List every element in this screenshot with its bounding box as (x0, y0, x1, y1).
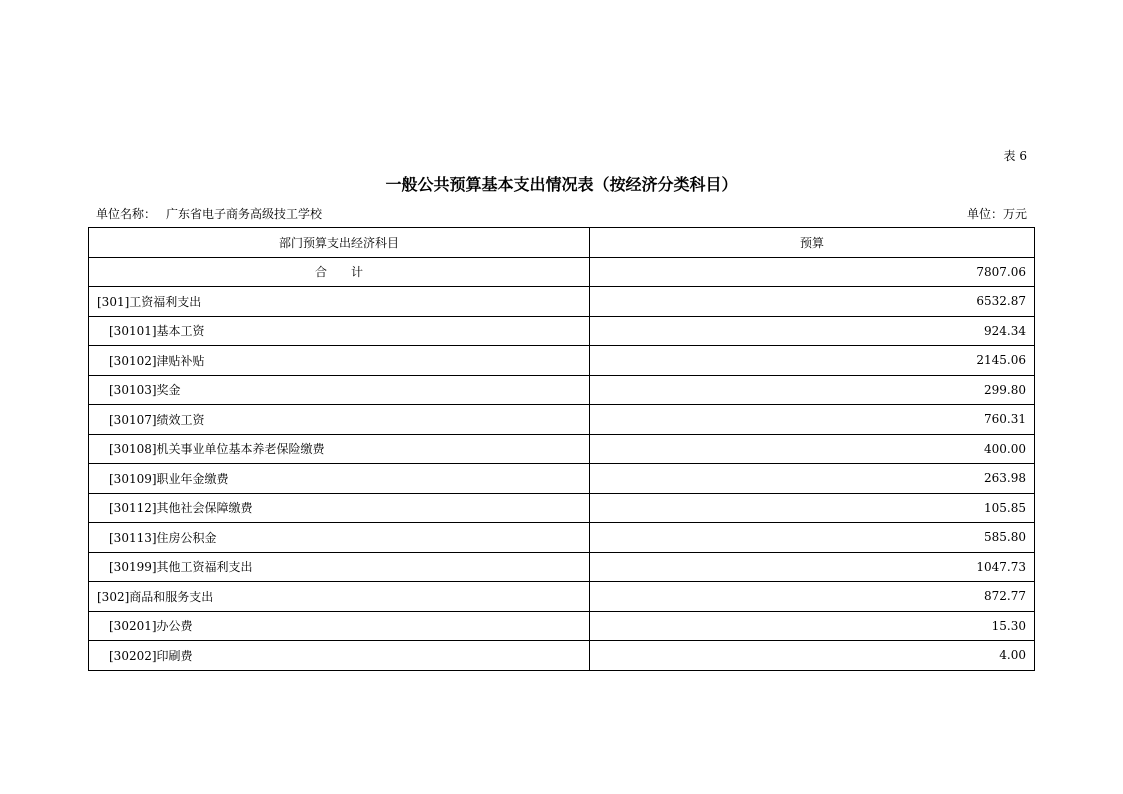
table-row (89, 523, 1035, 553)
row-value: 6532.87 (590, 287, 1035, 317)
row-value: 105.85 (590, 493, 1035, 523)
table-row (89, 582, 1035, 612)
unit-name-label: 单位名称： (96, 207, 157, 221)
row-item: [30201]办公费 (89, 611, 590, 641)
unit-name: 广东省电子商务高级技工学校 (166, 207, 323, 221)
row-value: 299.80 (590, 375, 1035, 405)
table-row (89, 316, 1035, 346)
row-item: [30103]奖金 (89, 375, 590, 405)
row-item: [30113]住房公积金 (89, 523, 590, 553)
row-value: 263.98 (590, 464, 1035, 494)
unit-info-row (96, 205, 1027, 222)
row-item: [30101]基本工资 (89, 316, 590, 346)
table-row (89, 405, 1035, 435)
column-header-value: 预算 (590, 228, 1035, 258)
row-item: [30202]印刷费 (89, 641, 590, 671)
table-row (89, 375, 1035, 405)
table-row (89, 434, 1035, 464)
table-row (89, 287, 1035, 317)
page-label: 表 6 (1003, 149, 1027, 163)
row-item: [30109]职业年金缴费 (89, 464, 590, 494)
document-title: 一般公共预算基本支出情况表（按经济分类科目） (385, 175, 738, 194)
row-value: 15.30 (590, 611, 1035, 641)
total-value: 7807.06 (590, 257, 1035, 287)
table-row (89, 346, 1035, 376)
row-item: [30112]其他社会保障缴费 (89, 493, 590, 523)
table-row (89, 464, 1035, 494)
row-value: 4.00 (590, 641, 1035, 671)
row-item: [301]工资福利支出 (89, 287, 590, 317)
unit-name-group (96, 205, 322, 222)
table-row (89, 493, 1035, 523)
budget-table (88, 227, 1035, 671)
total-label: 合 计 (89, 257, 590, 287)
row-item: [30102]津贴补贴 (89, 346, 590, 376)
row-value: 400.00 (590, 434, 1035, 464)
table-row (89, 611, 1035, 641)
row-item: [30108]机关事业单位基本养老保险缴费 (89, 434, 590, 464)
row-value: 760.31 (590, 405, 1035, 435)
row-item: [30199]其他工资福利支出 (89, 552, 590, 582)
row-item: [30107]绩效工资 (89, 405, 590, 435)
currency-unit: 单位：万元 (966, 207, 1027, 221)
row-value: 924.34 (590, 316, 1035, 346)
column-header-item: 部门预算支出经济科目 (89, 228, 590, 258)
row-value: 585.80 (590, 523, 1035, 553)
table-row (89, 552, 1035, 582)
total-row (89, 257, 1035, 287)
table-row (89, 641, 1035, 671)
row-item: [302]商品和服务支出 (89, 582, 590, 612)
table-header-row (89, 228, 1035, 258)
row-value: 872.77 (590, 582, 1035, 612)
row-value: 1047.73 (590, 552, 1035, 582)
row-value: 2145.06 (590, 346, 1035, 376)
